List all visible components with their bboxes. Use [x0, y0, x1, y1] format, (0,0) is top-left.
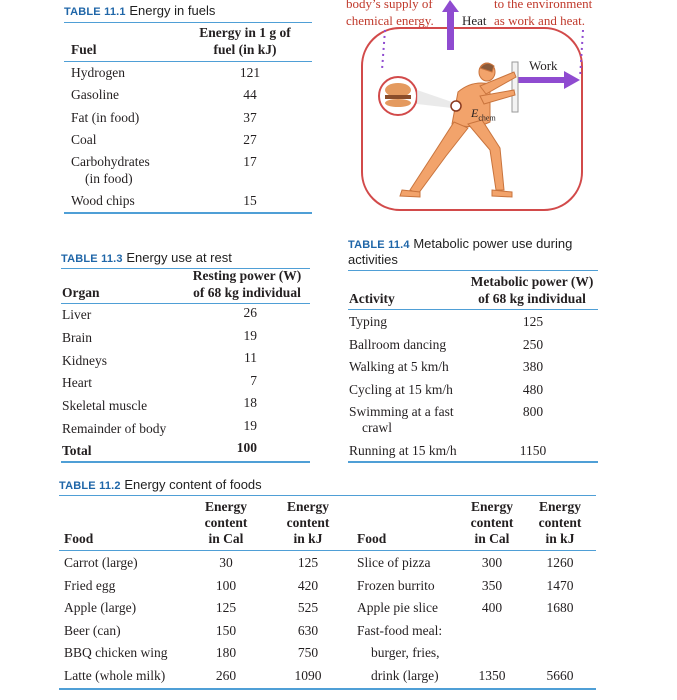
- table-row-value: 37: [243, 110, 257, 125]
- column-header-kj-line1: Energy: [287, 499, 329, 514]
- table-row-value: 27: [243, 132, 257, 147]
- table-row-label: Fried egg: [64, 578, 116, 593]
- figure-text-right-2: as work and heat.: [494, 13, 585, 28]
- column-header-kj-line2: content: [286, 515, 330, 530]
- table-row-label: Hydrogen: [71, 65, 125, 80]
- table-row-label: Gasoline: [71, 87, 119, 102]
- column-header-cal-line3: in Cal: [208, 531, 244, 546]
- table-row-value: 11: [244, 350, 257, 365]
- work-arrow-shaft: [518, 77, 566, 83]
- table-rule: [64, 212, 312, 214]
- column-header-metabolic-line2: of 68 kg individual: [478, 291, 586, 306]
- table-row-label: Cycling at 15 km/h: [349, 382, 453, 397]
- table-11-1-caption: [64, 3, 215, 18]
- table-row-cal: 125: [215, 600, 237, 615]
- person-foot-front: [492, 190, 512, 197]
- table-row-kj: 5660: [546, 668, 574, 683]
- table-row-value: 17: [243, 154, 257, 169]
- table-row-value: 125: [522, 314, 544, 329]
- table-rule: [59, 688, 596, 690]
- table-row-kj: 750: [297, 645, 319, 660]
- table-title: Energy use at rest: [126, 250, 232, 265]
- column-header-kj-line3: in kJ: [293, 531, 323, 546]
- burger-bun-icon: [385, 83, 411, 97]
- table-row-label: Swimming at a fast: [349, 404, 454, 419]
- table-row-cal: 300: [481, 555, 503, 570]
- table-11-2-caption: [59, 477, 262, 492]
- table-row-value: 250: [522, 337, 544, 352]
- column-header-energy-line2: fuel (in kJ): [213, 42, 277, 57]
- person-leg-front: [468, 120, 504, 190]
- table-title: Metabolic power use during: [413, 236, 573, 251]
- table-row-label: Fat (in food): [71, 110, 140, 125]
- echem-symbol: E: [471, 106, 479, 120]
- table-row-label: Ballroom dancing: [349, 337, 447, 352]
- table-row-label-cont: (in food): [85, 171, 133, 186]
- table-row-label: Walking at 5 km/h: [349, 359, 449, 374]
- table-row-kj: 1090: [294, 668, 322, 683]
- table-label: TABLE 11.2: [59, 480, 121, 492]
- table-total-value: 100: [236, 440, 257, 455]
- figure-text-right-1: to the environment: [494, 0, 593, 11]
- burger-patty-icon: [385, 95, 411, 99]
- table-11-3-caption: [61, 250, 232, 265]
- table-row-value: 1150: [519, 443, 547, 458]
- figure-text-left-2: chemical energy.: [346, 13, 434, 28]
- table-rule: [59, 550, 596, 551]
- figure-work-label: Work: [529, 58, 558, 73]
- person-leg-back: [410, 122, 468, 194]
- table-rule: [348, 270, 598, 271]
- table-row-label: Carrot (large): [64, 555, 138, 570]
- table-row-value: 7: [250, 373, 257, 388]
- table-label: TABLE 11.4: [348, 239, 410, 251]
- table-title: Energy in fuels: [129, 3, 216, 18]
- table-row-label: Kidneys: [62, 353, 107, 368]
- table-row-value: 44: [243, 87, 257, 102]
- table-row-kj: 1470: [546, 578, 574, 593]
- table-row-kj: 1260: [546, 555, 574, 570]
- table-row-value: 19: [243, 328, 257, 343]
- table-row-value: 15: [243, 193, 257, 208]
- table-row-label: Apple (large): [64, 600, 137, 615]
- column-header-cal-right-line1: Energy: [471, 499, 513, 514]
- column-header-fuel: Fuel: [71, 42, 97, 57]
- table-row-value: 800: [522, 404, 544, 419]
- heat-arrow-shaft: [447, 10, 454, 50]
- stomach-marker: [451, 101, 461, 111]
- push-surface: [512, 62, 518, 112]
- table-row-cal: 180: [215, 645, 237, 660]
- work-arrow-head: [564, 71, 580, 89]
- table-row-label: Latte (whole milk): [64, 668, 166, 683]
- table-row-label: Carbohydrates: [71, 154, 150, 169]
- column-header-kj-right-line2: content: [538, 515, 582, 530]
- column-header-kj-right-line1: Energy: [539, 499, 581, 514]
- table-row-label: Slice of pizza: [357, 555, 431, 570]
- column-header-energy-line1: Energy in 1 g of: [199, 25, 291, 40]
- table-rule: [59, 495, 596, 496]
- table-label: TABLE 11.3: [61, 253, 123, 265]
- table-label: TABLE 11.1: [64, 6, 126, 18]
- table-11-4-caption-cont: activities: [348, 252, 398, 267]
- column-header-organ: Organ: [62, 285, 100, 300]
- column-header-cal-right-line3: in Cal: [474, 531, 510, 546]
- table-row-label: Beer (can): [64, 623, 121, 638]
- table-row-kj: 125: [297, 555, 319, 570]
- table-row-label: Wood chips: [71, 193, 135, 208]
- column-header-cal-line2: content: [204, 515, 248, 530]
- table-row-label: Heart: [62, 375, 92, 390]
- figure-echem-label: [471, 106, 496, 122]
- table-row-cal: 260: [215, 668, 237, 683]
- table-rule: [64, 61, 312, 62]
- table-rule: [348, 461, 598, 463]
- table-row-kj: 630: [297, 623, 319, 638]
- burger-bottom-icon: [385, 99, 411, 107]
- table-row-value: 380: [522, 359, 544, 374]
- table-row-label: Liver: [62, 307, 92, 322]
- table-row-cal: 1350: [478, 668, 506, 683]
- table-row-cal: 150: [215, 623, 237, 638]
- table-row-value: 26: [243, 305, 257, 320]
- table-row-cal: 100: [215, 578, 237, 593]
- table-row-label-cont: crawl: [362, 420, 392, 435]
- table-rule: [64, 22, 312, 23]
- table-row-label: Remainder of body: [62, 421, 167, 436]
- table-row-label: BBQ chicken wing: [64, 645, 168, 660]
- table-row-cal: 400: [481, 600, 503, 615]
- table-rule: [348, 309, 598, 310]
- column-header-food: Food: [64, 531, 94, 546]
- table-row-label-cont: burger, fries,: [371, 645, 440, 660]
- table-rule: [61, 461, 310, 463]
- table-row-label: Frozen burrito: [357, 578, 435, 593]
- burger-zoom-cone: [417, 90, 452, 108]
- table-row-label: Brain: [62, 330, 92, 345]
- echem-subscript: chem: [478, 113, 496, 123]
- table-11-4-caption: [348, 236, 572, 251]
- column-header-activity: Activity: [349, 291, 395, 306]
- dotted-arrow: [382, 30, 385, 70]
- table-row-cal: 30: [219, 555, 233, 570]
- table-total-label: Total: [62, 443, 92, 458]
- table-row-label: Apple pie slice: [357, 600, 438, 615]
- column-header-kj-right-line3: in kJ: [545, 531, 575, 546]
- table-row-value: 19: [243, 418, 257, 433]
- table-row-label: Running at 15 km/h: [349, 443, 457, 458]
- table-row-kj: 525: [297, 600, 319, 615]
- table-title: Energy content of foods: [124, 477, 262, 492]
- table-row-value: 121: [239, 65, 261, 80]
- column-header-cal-line1: Energy: [205, 499, 247, 514]
- table-row-kj: 1680: [546, 600, 574, 615]
- table-row-label: Typing: [349, 314, 388, 329]
- table-row-value: 18: [243, 395, 257, 410]
- table-rule: [61, 303, 310, 304]
- table-row-label: Skeletal muscle: [62, 398, 148, 413]
- table-row-kj: 420: [297, 578, 319, 593]
- table-row-label-cont: drink (large): [371, 668, 439, 683]
- table-row-cal: 350: [481, 578, 503, 593]
- figure-heat-label: Heat: [462, 13, 487, 28]
- column-header-metabolic-line1: Metabolic power (W): [470, 274, 594, 289]
- column-header-cal-right-line2: content: [470, 515, 514, 530]
- table-row-label: Fast-food meal:: [357, 623, 443, 638]
- column-header-power-line2: of 68 kg individual: [193, 285, 301, 300]
- heat-arrow-head: [442, 0, 459, 12]
- figure-text-left-1: body’s supply of: [346, 0, 433, 11]
- table-row-value: 480: [522, 382, 544, 397]
- column-header-food-right: Food: [357, 531, 387, 546]
- table-row-label: Coal: [71, 132, 97, 147]
- column-header-power-line1: Resting power (W): [192, 268, 302, 283]
